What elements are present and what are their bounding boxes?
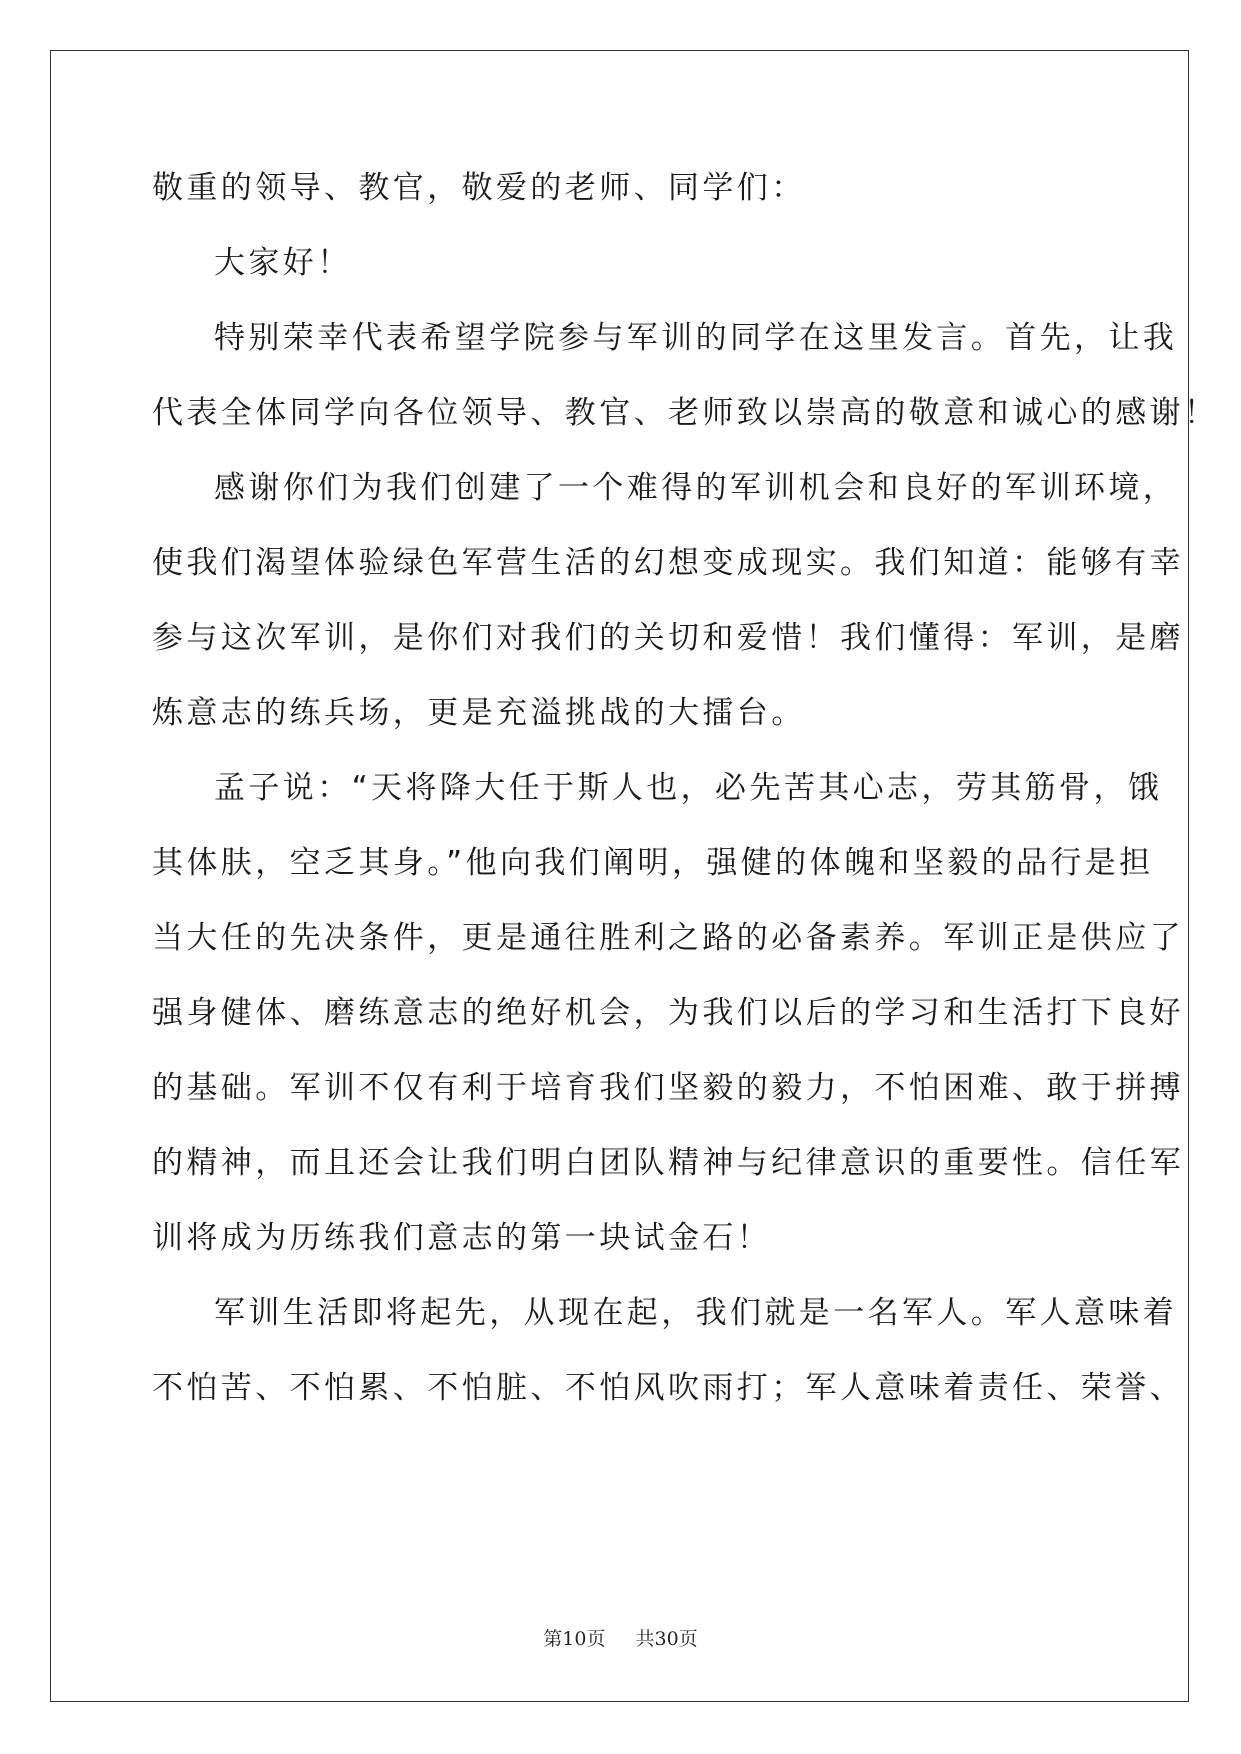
page-number: 第10页 — [543, 1628, 606, 1650]
text-line: 参与这次军训，是你们对我们的关切和爱惜！我们懂得：军训，是磨 — [152, 620, 1184, 656]
text-line: 使我们渴望体验绿色军营生活的幻想变成现实。我们知道：能够有幸 — [152, 545, 1184, 581]
text-line: 训将成为历练我们意志的第一块试金石！ — [152, 1220, 772, 1256]
page-total: 共30页 — [635, 1628, 698, 1650]
text-line: 当大任的先决条件，更是通往胜利之路的必备素养。军训正是供应了 — [152, 920, 1184, 956]
page-footer — [0, 1624, 1241, 1651]
text-line: 感谢你们为我们创建了一个难得的军训机会和良好的军训环境， — [214, 470, 1178, 506]
text-line: 的基础。军训不仅有利于培育我们坚毅的毅力，不怕困难、敢于拼搏 — [152, 1070, 1184, 1106]
text-line: 其体肤，空乏其身。”他向我们阐明，强健的体魄和坚毅的品行是担 — [152, 845, 1154, 881]
text-line: 的精神，而且还会让我们明白团队精神与纪律意识的重要性。信任军 — [152, 1145, 1184, 1181]
text-line: 孟子说：“天将降大任于斯人也，必先苦其心志，劳其筋骨，饿 — [214, 770, 1163, 806]
text-line: 军训生活即将起先，从现在起，我们就是一名军人。军人意味着 — [214, 1295, 1178, 1331]
text-line: 特别荣幸代表希望学院参与军训的同学在这里发言。首先，让我 — [214, 320, 1178, 356]
text-line: 不怕苦、不怕累、不怕脏、不怕风吹雨打；军人意味着责任、荣誉、 — [152, 1370, 1184, 1406]
text-line: 炼意志的练兵场，更是充溢挑战的大擂台。 — [152, 695, 806, 731]
text-line: 强身健体、磨练意志的绝好机会，为我们以后的学习和生活打下良好 — [152, 995, 1184, 1031]
text-line: 大家好！ — [214, 245, 352, 281]
text-line: 代表全体同学向各位领导、教官、老师致以崇高的敬意和诚心的感谢！ — [152, 395, 1219, 431]
text-line: 敬重的领导、教官，敬爱的老师、同学们： — [152, 170, 806, 206]
